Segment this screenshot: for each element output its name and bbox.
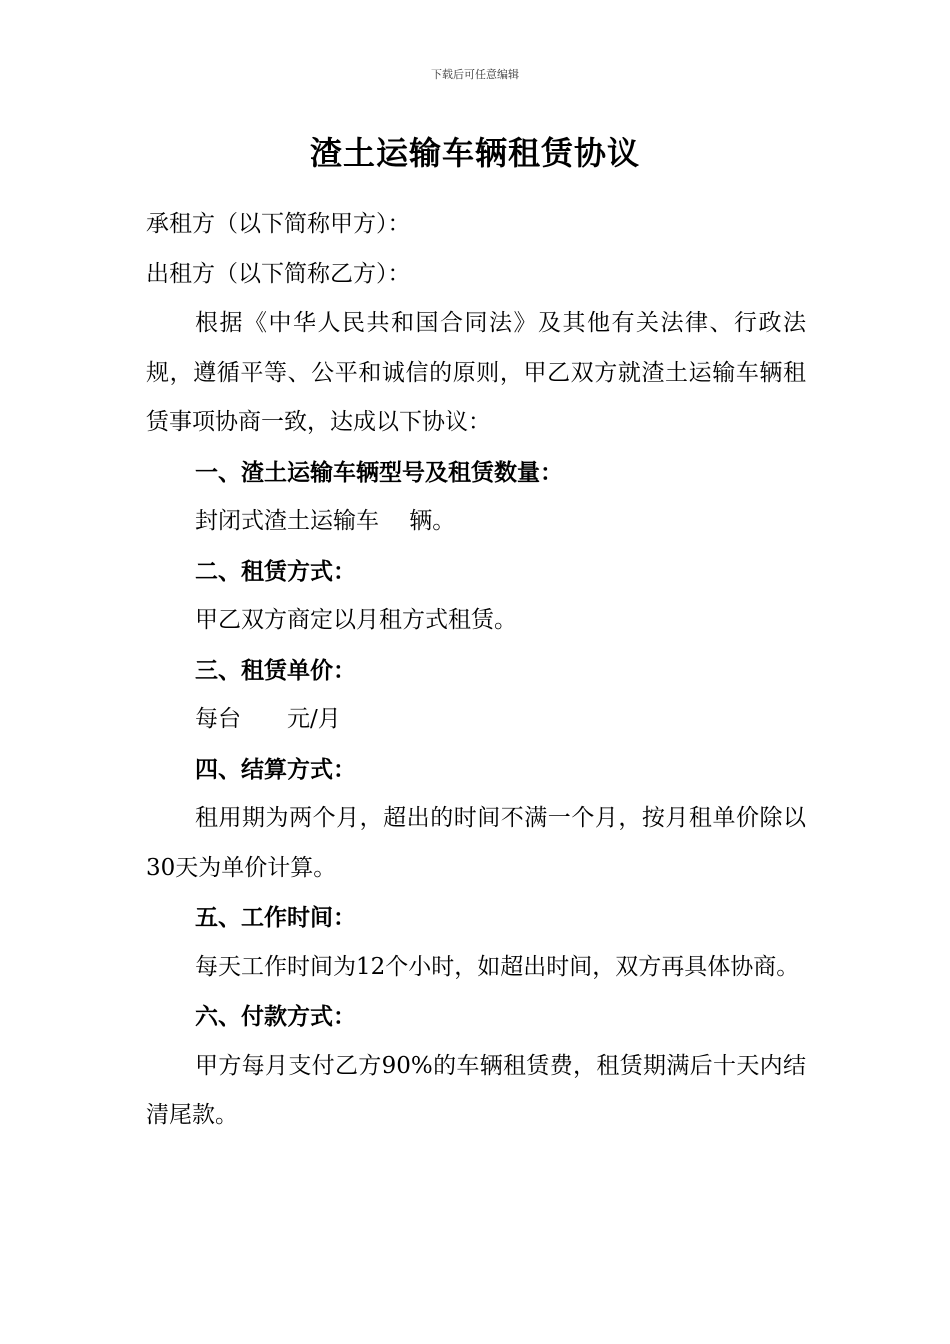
section-heading-1: 一、渣土运输车辆型号及租赁数量： [195, 458, 563, 486]
document-title: 渣土运输车辆租赁协议 [309, 134, 640, 172]
section-body-5: 每天工作时间为12个小时，如超出时间，双方再具体协商。 [195, 953, 800, 980]
section-body-3: 每台 元/月 [195, 706, 341, 732]
page-header: 下载后可任意编辑 [431, 68, 519, 81]
intro-paragraph: 根据《中华人民共和国合同法》及其他有关法律、行政法规，遵循平等、公平和诚信的原则，甲乙双方就渣土运输车辆租赁事项协商一致，达成以下协议： [146, 310, 806, 435]
section-body-6: 甲方每月支付乙方90%的车辆租赁费，租赁期满后十天内结清尾款。 [146, 1052, 806, 1128]
section-body-2: 甲乙双方商定以月租方式租赁。 [195, 607, 517, 633]
party-b-line: 出租方（以下简称乙方）： [146, 260, 411, 287]
section-body-4: 租用期为两个月，超出的时间不满一个月，按月租单价除以30天为单价计算。 [146, 805, 806, 881]
section-heading-6: 六、付款方式： [195, 1003, 356, 1030]
section-heading-4: 四、结算方式： [195, 755, 356, 783]
section-heading-2: 二、租赁方式： [195, 557, 356, 585]
section-heading-3: 三、租赁单价： [195, 656, 356, 684]
section-heading-5: 五、工作时间： [195, 904, 356, 931]
section-body-1: 封闭式渣土运输车 辆。 [195, 508, 456, 534]
party-a-line: 承租方（以下简称甲方）： [146, 211, 411, 237]
document-body [146, 200, 806, 1141]
